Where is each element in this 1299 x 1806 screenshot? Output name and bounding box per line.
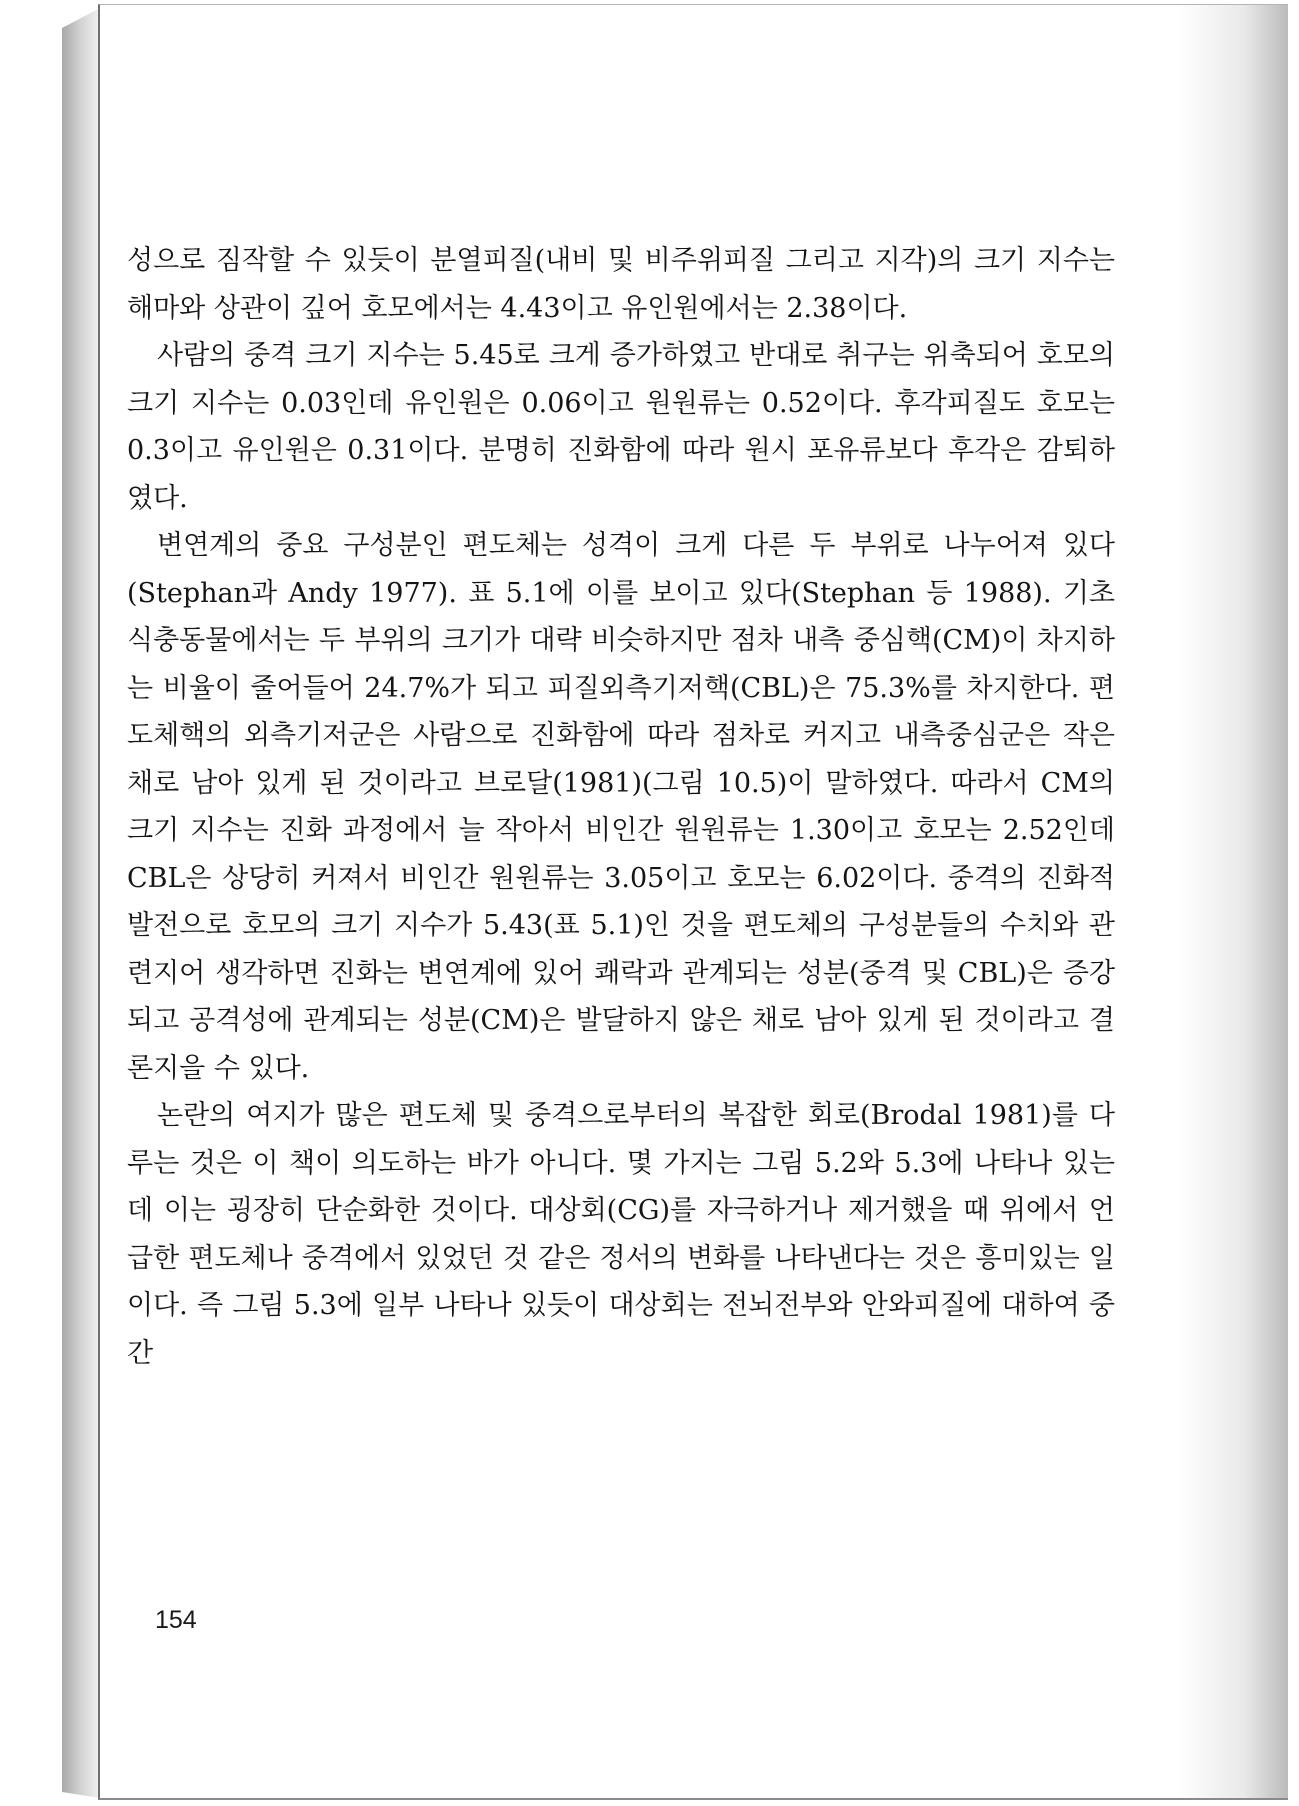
paragraph-continued: 성으로 짐작할 수 있듯이 분열피질(내비 및 비주위피질 그리고 지각)의 크기 지수는 해마와 상관이 깊어 호모에서는 4.43이고 유인원에서는 2.38이다. — [127, 245, 1115, 324]
paragraph-circuits: 논란의 여지가 많은 편도체 및 중격으로부터의 복잡한 회로(Brodal 1981)를 다루는 것은 이 책이 의도하는 바가 아니다. 몇 가지는 그림 5.2와 5.3에 나타나 있는데 이는 굉장히 단순화한 것이다. 대상회(CG)를 자극하거나 제거했을 때 위에서 언급한 편도체나 중격에서 있었던 것 같은 정서의 변화를 나타낸다는 것은 흥미있는 일이다. 즉 그림 5.3에 일부 나타나 있듯이 대상회는 전뇌전부와 안와피질에 대하여 중간 — [127, 1100, 1115, 1369]
page-number: 154 — [155, 1606, 197, 1634]
book-edge-shadow — [62, 8, 100, 1798]
paragraph-olfactory: 사람의 중격 크기 지수는 5.45로 크게 증가하였고 반대로 취구는 위축되어 호모의 크기 지수는 0.03인데 유인원은 0.06이고 원원류는 0.52이다. 후각피질도 호모는 0.3이고 유인원은 0.31이다. 분명히 진화함에 따라 원시 포유류보다 후각은 감퇴하였다. — [127, 340, 1115, 514]
paragraph-amygdala: 변연계의 중요 구성분인 편도체는 성격이 크게 다른 두 부위로 나누어져 있다(Stephan과 Andy 1977). 표 5.1에 이를 보이고 있다(Stephan 등 1988). 기초 식충동물에서는 두 부위의 크기가 대략 비슷하지만 점차 내측 중심핵(CM)이 차지하는 비율이 줄어들어 24.7%가 되고 피질외측기저핵(CBL)은 75.3%를 차지한다. 편도체핵의 외측기저군은 사람으로 진화함에 따라 점차로 커지고 내측중심군은 작은 채로 남아 있게 된 것이라고 브로달(1981)(그림 10.5)이 말하였다. 따라서 CM의 크기 지수는 진화 과정에서 늘 작아서 비인간 원원류는 1.30이고 호모는 2.52인데 CBL은 상당히 커져서 비인간 원원류는 3.05이고 호모는 6.02이다. 중격의 진화적 발전으로 호모의 크기 지수가 5.43(표 5.1)인 것을 편도체의 구성분들의 수치와 관련지어 생각하면 진화는 변연계에 있어 쾌락과 관계되는 성분(중격 및 CBL)은 증강되고 공격성에 관계되는 성분(CM)은 발달하지 않은 채로 남아 있게 된 것이라고 결론지을 수 있다. — [127, 530, 1115, 1084]
body-text — [127, 237, 1115, 1377]
page-curvature-shade — [1178, 5, 1288, 1798]
